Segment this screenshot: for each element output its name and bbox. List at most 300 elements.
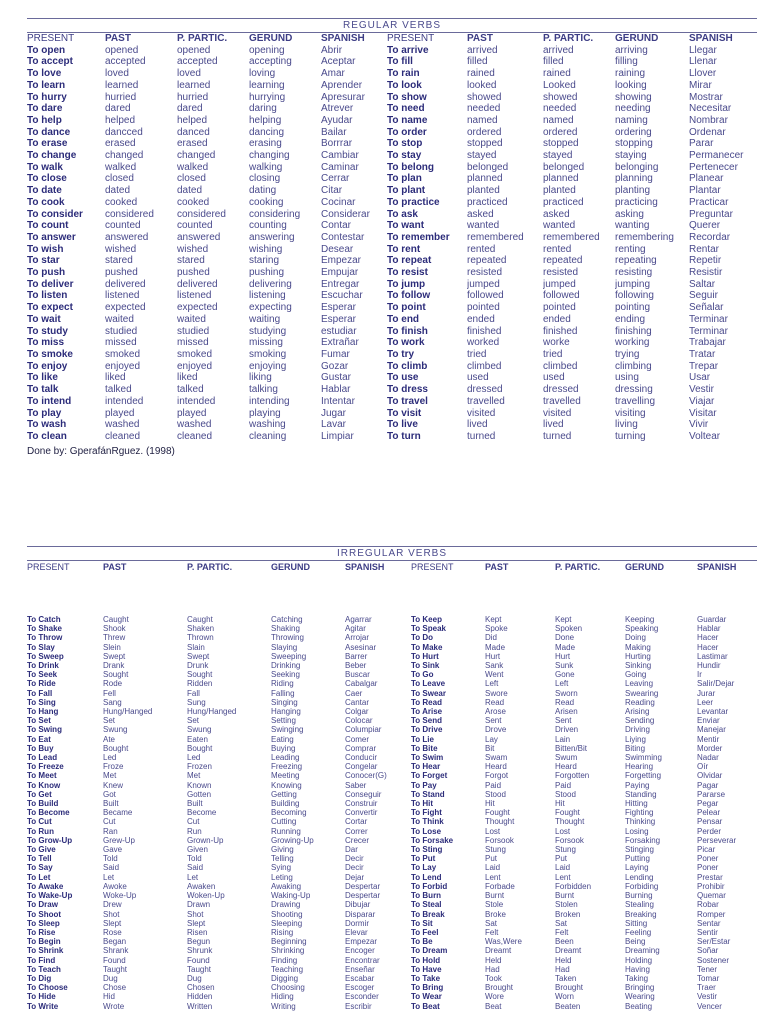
- verb-present: To end: [387, 313, 420, 325]
- verb-present: To like: [27, 372, 58, 384]
- verb-form: dared: [177, 103, 203, 115]
- verb-form: Limpiar: [321, 430, 354, 442]
- verb-present: To wash: [27, 419, 67, 431]
- verb-form: Vencer: [697, 1001, 722, 1011]
- verb-present: To work: [387, 337, 425, 349]
- verb-form: Ridden: [187, 679, 213, 689]
- verb-form: Made: [555, 642, 576, 652]
- verb-form: Met: [103, 771, 117, 781]
- column-header: SPANISH: [689, 33, 733, 44]
- table-row: [27, 643, 757, 652]
- verb-present: To study: [27, 325, 68, 337]
- verb-form: Found: [187, 955, 210, 965]
- verb-form: Hit: [485, 799, 495, 809]
- verb-form: naming: [615, 114, 648, 126]
- verb-form: pushed: [105, 267, 138, 279]
- verb-form: Pararse: [697, 789, 726, 799]
- verb-form: opened: [177, 44, 211, 56]
- verb-form: smoking: [249, 348, 287, 360]
- verb-form: Entregar: [321, 278, 360, 290]
- verb-present: To Ride: [27, 679, 56, 689]
- verb-present: To date: [27, 185, 62, 197]
- verb-form: Awaken: [187, 881, 216, 891]
- verb-form: Escoger: [345, 983, 375, 993]
- verb-present: To Begin: [27, 937, 61, 947]
- verb-form: Sunk: [555, 661, 574, 671]
- table-row: [27, 845, 757, 854]
- verb-form: Swept: [187, 651, 210, 661]
- column-header: GERUND: [271, 562, 311, 572]
- verb-present: To play: [27, 407, 62, 419]
- verb-form: helped: [105, 114, 136, 126]
- verb-present: To Put: [411, 854, 436, 864]
- verb-form: arrived: [543, 44, 574, 56]
- verb-form: Been: [555, 937, 574, 947]
- verb-form: Stood: [555, 789, 576, 799]
- verb-form: Read: [485, 697, 505, 707]
- verb-form: Resistir: [689, 267, 723, 279]
- verb-form: Dug: [187, 973, 202, 983]
- verb-form: Aceptar: [321, 56, 356, 68]
- verb-form: changing: [249, 150, 290, 162]
- verb-present: To follow: [387, 290, 431, 302]
- verb-form: turned: [467, 430, 496, 442]
- verb-form: stopping: [615, 138, 653, 150]
- verb-form: studying: [249, 325, 287, 337]
- table-row: [27, 744, 757, 753]
- verb-form: Throwing: [271, 633, 304, 643]
- verb-form: Stood: [485, 789, 506, 799]
- verb-form: expected: [105, 302, 146, 314]
- verb-form: helped: [177, 114, 208, 126]
- verb-form: expecting: [249, 302, 292, 314]
- verb-form: Buying: [271, 743, 296, 753]
- verb-form: Hacer: [697, 633, 719, 643]
- verb-form: Waking-Up: [271, 891, 311, 901]
- verb-present: To listen: [27, 290, 68, 302]
- verb-form: rained: [543, 68, 571, 80]
- verb-form: Left: [485, 679, 499, 689]
- verb-form: Borrrar: [321, 138, 353, 150]
- verb-form: washed: [105, 419, 140, 431]
- verb-present: To Catch: [27, 615, 61, 624]
- verb-form: Cutting: [271, 817, 297, 827]
- table-row: [27, 790, 757, 799]
- verb-form: Drinking: [271, 661, 301, 671]
- verb-form: Tomar: [697, 973, 720, 983]
- verb-form: smoked: [177, 348, 213, 360]
- verb-form: Terminar: [689, 313, 728, 325]
- verb-form: stayed: [467, 150, 497, 162]
- verb-form: Enseñar: [345, 964, 375, 974]
- verb-form: Telling: [271, 854, 294, 864]
- verb-form: studied: [105, 325, 138, 337]
- verb-form: Considerar: [321, 208, 370, 220]
- verb-form: Sitting: [625, 918, 648, 928]
- verb-form: Wore: [485, 992, 504, 1002]
- verb-present: To finish: [387, 325, 428, 337]
- verb-form: lived: [543, 419, 564, 431]
- verb-form: worke: [543, 337, 570, 349]
- verb-present: To belong: [387, 161, 435, 173]
- verb-form: Lending: [625, 872, 654, 882]
- verb-form: helping: [249, 114, 282, 126]
- verb-present: To Freeze: [27, 762, 64, 772]
- table-row: [27, 817, 757, 826]
- table-row: [27, 983, 757, 992]
- verb-form: Sent: [555, 716, 572, 726]
- verb-form: Driving: [625, 725, 650, 735]
- table-row: [27, 919, 757, 928]
- verb-form: Biting: [625, 743, 646, 753]
- verb-form: Dreaming: [625, 946, 660, 956]
- verb-form: Worn: [555, 992, 574, 1002]
- verb-form: Awaking: [271, 881, 302, 891]
- table-row: [27, 197, 757, 209]
- author-credit: Done by: GperafánRguez. (1998): [27, 445, 175, 457]
- verb-form: playing: [249, 407, 281, 419]
- verb-present: To Swear: [411, 688, 446, 698]
- verb-form: answering: [249, 231, 295, 243]
- verb-present: To Let: [27, 872, 51, 882]
- verb-form: Empezar: [345, 937, 378, 947]
- verb-present: To Sit: [411, 918, 433, 928]
- verb-form: Writing: [271, 1001, 296, 1011]
- table-row: [27, 396, 757, 408]
- column-header: PAST: [105, 33, 131, 44]
- verb-form: Sworn: [555, 688, 578, 698]
- verb-form: Bit: [485, 743, 495, 753]
- verb-form: Led: [187, 753, 201, 763]
- verb-form: Frozen: [187, 762, 212, 772]
- verb-form: Necesitar: [689, 103, 732, 115]
- verb-form: Cocinar: [321, 196, 356, 208]
- verb-form: listened: [177, 290, 212, 302]
- verb-present: To walk: [27, 161, 63, 173]
- verb-form: Began: [103, 937, 127, 947]
- verb-form: Begun: [187, 937, 211, 947]
- verb-form: Sought: [187, 670, 213, 680]
- verb-form: Quemar: [697, 891, 726, 901]
- verb-form: Escuchar: [321, 290, 363, 302]
- verb-present: To turn: [387, 430, 421, 442]
- verb-form: Run: [187, 826, 202, 836]
- verb-form: Told: [187, 854, 202, 864]
- verb-form: Preguntar: [689, 208, 733, 220]
- verb-form: Fall: [187, 688, 200, 698]
- verb-present: To Steal: [411, 900, 442, 910]
- verb-form: Extrañar: [321, 337, 359, 349]
- verb-form: needed: [543, 103, 577, 115]
- verb-present: To Sleep: [27, 918, 60, 928]
- verb-form: Empujar: [321, 267, 359, 279]
- verb-form: Broken: [555, 909, 581, 919]
- verb-form: Felt: [555, 927, 569, 937]
- verb-form: listened: [105, 290, 140, 302]
- verb-form: Met: [187, 771, 201, 781]
- verb-form: Setting: [271, 716, 296, 726]
- verb-form: Hacer: [697, 642, 719, 652]
- verb-present: To Meet: [27, 771, 57, 781]
- verb-present: To Hear: [411, 762, 441, 772]
- verb-form: Swum: [555, 753, 578, 763]
- verb-present: To love: [27, 68, 62, 80]
- verb-present: To Wake-Up: [27, 891, 73, 901]
- column-header: PRESENT: [411, 562, 454, 572]
- verb-present: To Lend: [411, 872, 442, 882]
- verb-present: To Drink: [27, 661, 59, 671]
- verb-form: Chosen: [187, 983, 215, 993]
- verb-form: opening: [249, 44, 285, 56]
- verb-form: dancing: [249, 126, 285, 138]
- verb-present: To live: [387, 419, 418, 431]
- verb-form: Standing: [625, 789, 657, 799]
- verb-form: Lent: [485, 872, 501, 882]
- verb-form: Vestir: [689, 384, 715, 396]
- verb-form: Intentar: [321, 395, 355, 407]
- verb-form: talked: [177, 384, 204, 396]
- verb-present: To Wear: [411, 992, 442, 1002]
- verb-present: To Set: [27, 716, 51, 726]
- verb-form: Making: [625, 642, 651, 652]
- verb-form: Given: [187, 845, 208, 855]
- verb-form: Levantar: [697, 707, 729, 717]
- verb-form: counted: [177, 220, 213, 232]
- verb-present: To Hit: [411, 799, 434, 809]
- verb-form: Put: [485, 854, 498, 864]
- verb-form: needing: [615, 103, 651, 115]
- verb-present: To Have: [411, 964, 442, 974]
- verb-present: To Think: [411, 817, 444, 827]
- verb-form: Decir: [345, 863, 364, 873]
- table-row: [27, 615, 757, 624]
- verb-present: To Take: [411, 973, 441, 983]
- verb-form: talked: [105, 384, 132, 396]
- verb-form: working: [615, 337, 650, 349]
- regular-verbs-table: [27, 33, 757, 443]
- verb-form: Held: [485, 955, 502, 965]
- table-row: [27, 127, 757, 139]
- verb-form: Mentir: [697, 734, 720, 744]
- verb-form: Lent: [555, 872, 571, 882]
- verb-form: Finding: [271, 955, 298, 965]
- verb-form: Dar: [345, 845, 358, 855]
- verb-present: To Lay: [411, 863, 437, 873]
- verb-form: Breaking: [625, 909, 657, 919]
- verb-form: Hurt: [485, 651, 501, 661]
- verb-form: Ran: [103, 826, 118, 836]
- verb-present: To Throw: [27, 633, 63, 643]
- table-row: [27, 900, 757, 909]
- table-row: [27, 92, 757, 104]
- verb-present: To Become: [27, 808, 70, 818]
- verb-present: To expect: [27, 302, 73, 314]
- verb-form: Dreamt: [485, 946, 512, 956]
- verb-form: Crecer: [345, 835, 370, 845]
- verb-form: Decir: [345, 854, 364, 864]
- verb-form: Sang: [103, 697, 122, 707]
- verb-form: Swung: [103, 725, 128, 735]
- verb-form: Desear: [321, 243, 354, 255]
- verb-form: Sostener: [697, 955, 730, 965]
- verb-form: Practicar: [689, 196, 729, 208]
- verb-present: To Hurt: [411, 651, 439, 661]
- verb-present: To Lie: [411, 734, 434, 744]
- verb-form: Drawing: [271, 900, 301, 910]
- verb-form: Swimming: [625, 753, 662, 763]
- verb-form: ending: [615, 313, 646, 325]
- verb-form: Hearing: [625, 762, 654, 772]
- verb-form: considered: [105, 208, 154, 220]
- verb-present: To Lead: [27, 753, 58, 763]
- verb-form: changed: [105, 150, 144, 162]
- verb-form: Forbade: [485, 881, 515, 891]
- table-row: [27, 956, 757, 965]
- verb-form: Citar: [321, 185, 343, 197]
- verb-form: liked: [177, 372, 198, 384]
- verb-form: answered: [177, 231, 221, 243]
- verb-form: washed: [177, 419, 212, 431]
- verb-present: To star: [27, 255, 60, 267]
- verb-form: Having: [625, 964, 650, 974]
- verb-form: Romper: [697, 909, 726, 919]
- verb-form: Permanecer: [689, 150, 744, 162]
- verb-present: To Get: [27, 789, 52, 799]
- verb-form: Leaving: [625, 679, 654, 689]
- header-row: [27, 33, 757, 45]
- verb-form: Leer: [697, 697, 714, 707]
- verb-form: Trepar: [689, 360, 719, 372]
- verb-present: To Shrink: [27, 946, 64, 956]
- column-header: SPANISH: [345, 562, 385, 572]
- verb-form: Shaking: [271, 624, 300, 634]
- verb-form: missed: [177, 337, 209, 349]
- verb-form: Running: [271, 826, 301, 836]
- verb-form: planting: [615, 185, 651, 197]
- verb-form: Bringing: [625, 983, 655, 993]
- verb-form: Thinking: [625, 817, 656, 827]
- verb-form: Burnt: [555, 891, 575, 901]
- verb-form: Gone: [555, 670, 575, 680]
- verb-present: To Teach: [27, 964, 61, 974]
- verb-form: Columpiar: [345, 725, 382, 735]
- verb-form: delivering: [249, 278, 292, 290]
- verb-form: hurried: [177, 91, 209, 103]
- verb-form: climbed: [467, 360, 502, 372]
- verb-present: To erase: [27, 138, 68, 150]
- verb-form: closed: [105, 173, 134, 185]
- verb-form: repeated: [467, 255, 507, 267]
- verb-form: Slept: [103, 918, 122, 928]
- verb-form: Ayudar: [321, 114, 353, 126]
- irregular-verbs-table: [27, 615, 757, 1011]
- verb-present: To Arise: [411, 707, 443, 717]
- verb-form: jumping: [615, 278, 651, 290]
- verb-form: accepted: [105, 56, 146, 68]
- verb-form: filled: [467, 56, 488, 68]
- verb-present: To clean: [27, 430, 67, 442]
- verb-form: Building: [271, 799, 300, 809]
- verb-form: Shrank: [103, 946, 129, 956]
- verb-present: To travel: [387, 395, 428, 407]
- verb-form: Hurting: [625, 651, 651, 661]
- verb-form: Beber: [345, 661, 367, 671]
- verb-form: needed: [467, 103, 501, 115]
- table-row: [27, 115, 757, 127]
- verb-form: Arisen: [555, 707, 578, 717]
- verb-form: Hiding: [271, 992, 294, 1002]
- verb-form: Poner: [697, 854, 719, 864]
- verb-form: Swept: [103, 651, 126, 661]
- verb-form: Sat: [485, 918, 498, 928]
- verb-form: Agitar: [345, 624, 366, 634]
- table-row: [27, 771, 757, 780]
- verb-form: named: [543, 114, 574, 126]
- verb-form: Was,Were: [485, 937, 522, 947]
- verb-form: Cabalgar: [345, 679, 378, 689]
- verb-form: Lain: [555, 734, 571, 744]
- verb-form: Losing: [625, 826, 649, 836]
- verb-form: hurried: [105, 91, 137, 103]
- verb-form: remembering: [615, 231, 674, 243]
- verb-present: To Bite: [411, 743, 438, 753]
- verb-form: delivered: [105, 278, 146, 290]
- verb-form: Bought: [187, 743, 213, 753]
- verb-present: To Lose: [411, 826, 442, 836]
- verb-present: To Go: [411, 670, 434, 680]
- verb-form: Burnt: [485, 891, 505, 901]
- verb-form: Built: [103, 799, 119, 809]
- verb-form: Sentir: [697, 927, 718, 937]
- table-row: [27, 56, 757, 68]
- verb-form: Drew: [103, 900, 122, 910]
- verb-form: Repetir: [689, 255, 722, 267]
- verb-form: Speaking: [625, 624, 659, 634]
- verb-form: Ir: [697, 670, 702, 680]
- verb-form: dressed: [467, 384, 503, 396]
- verb-form: resisting: [615, 267, 653, 279]
- verb-present: To rent: [387, 243, 421, 255]
- verb-present: To dance: [27, 126, 71, 138]
- verb-form: Shook: [103, 624, 126, 634]
- verb-form: Took: [485, 973, 502, 983]
- verb-form: Jugar: [321, 407, 347, 419]
- verb-present: To Send: [411, 716, 442, 726]
- verb-form: Made: [485, 642, 506, 652]
- verb-present: To name: [387, 114, 428, 126]
- verb-form: Agarrar: [345, 615, 372, 624]
- verb-form: Hitting: [625, 799, 648, 809]
- verb-form: cooked: [177, 196, 210, 208]
- verb-form: Fighting: [625, 808, 654, 818]
- verb-form: Prohibir: [697, 881, 725, 891]
- verb-form: Encontrar: [345, 955, 380, 965]
- verb-form: Growing-Up: [271, 835, 314, 845]
- verb-form: arriving: [615, 44, 648, 56]
- verb-form: Rose: [103, 927, 122, 937]
- regular-verbs-title: REGULAR VERBS: [27, 18, 757, 33]
- irregular-verbs-section: [27, 546, 757, 1011]
- verb-form: Plantar: [689, 185, 721, 197]
- verb-form: Lavar: [321, 419, 347, 431]
- verb-form: Fell: [103, 688, 116, 698]
- verb-form: Gozar: [321, 360, 349, 372]
- verb-form: Laying: [625, 863, 649, 873]
- verb-form: Bailar: [321, 126, 347, 138]
- verb-form: erasing: [249, 138, 282, 150]
- verb-form: Spoke: [485, 624, 508, 634]
- verb-present: To Read: [411, 697, 442, 707]
